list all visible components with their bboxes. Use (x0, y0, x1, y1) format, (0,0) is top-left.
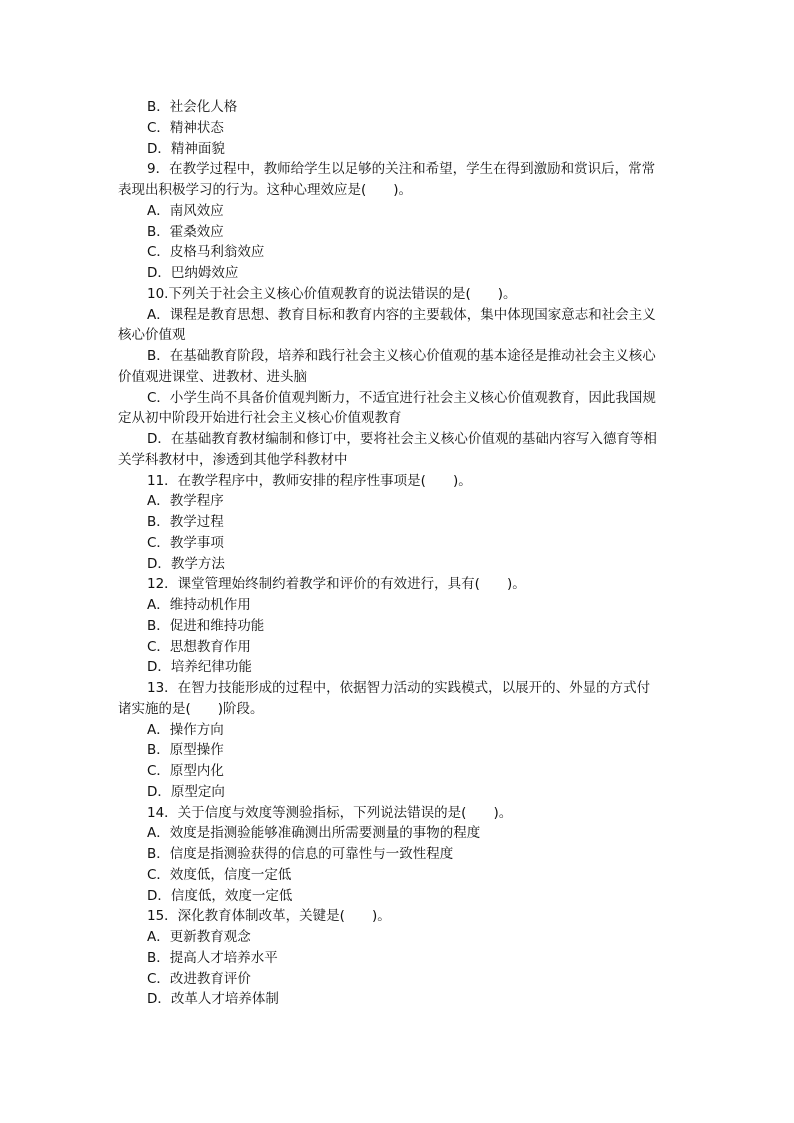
text-line: 10.下列关于社会主义核心价值观教育的说法错误的是( )。 (147, 285, 517, 302)
text-line: B．提高人才培养水平 (147, 949, 278, 966)
paragraph (118, 263, 678, 284)
paragraph (118, 948, 678, 969)
text-line: 诸实施的是( )阶段。 (118, 700, 264, 717)
text-line: 11．在教学程序中，教师安排的程序性事项是( )。 (147, 472, 472, 489)
text-line: 表现出积极学习的行为。这种心理效应是( )。 (118, 182, 413, 198)
text-line: 9．在教学过程中，教师给学生以足够的关注和希望，学生在得到激励和赏识后，常常 (147, 161, 656, 178)
paragraph (118, 969, 678, 990)
paragraph (118, 491, 678, 512)
text-line: 关学科教材中，渗透到其他学科教材中 (118, 451, 348, 468)
text-line: B．信度是指测验获得的信息的可靠性与一致性程度 (147, 846, 454, 862)
paragraph (118, 865, 678, 886)
paragraph (118, 201, 678, 222)
paragraph (118, 761, 678, 782)
paragraph (118, 305, 678, 347)
paragraph (118, 574, 678, 595)
text-line: A．教学程序 (147, 493, 224, 510)
text-line: B．霍桑效应 (147, 223, 224, 240)
text-line: A．操作方向 (147, 721, 224, 738)
text-line: C．效度低，信度一定低 (147, 866, 292, 883)
text-line: 核心价值观 (118, 327, 186, 344)
paragraph (118, 554, 678, 575)
paragraph (118, 823, 678, 844)
text-line: D．原型定向 (147, 783, 225, 800)
paragraph (118, 844, 678, 865)
text-line: D．精神面貌 (147, 140, 225, 157)
paragraph (118, 803, 678, 824)
paragraph (118, 159, 678, 201)
text-line: D．培养纪律功能 (147, 659, 252, 676)
text-line: B．原型操作 (147, 742, 224, 759)
text-line: B．促进和维持功能 (147, 617, 265, 634)
paragraph (118, 388, 678, 430)
text-line: D．在基础教育教材编制和修订中，要将社会主义核心价值观的基础内容写入德育等相 (147, 431, 657, 447)
text-line: D．教学方法 (147, 555, 225, 572)
paragraph (118, 989, 678, 1010)
paragraph (118, 242, 678, 263)
text-line: B．在基础教育阶段，培养和践行社会主义核心价值观的基本途径是推动社会主义核心 (147, 348, 656, 364)
text-line: 14．关于信度与效度等测验指标，下列说法错误的是( )。 (147, 804, 513, 821)
paragraph (118, 471, 678, 492)
paragraph (118, 657, 678, 678)
paragraph (118, 512, 678, 533)
paragraph (118, 429, 678, 471)
text-line: A．更新教育观念 (147, 929, 251, 945)
text-line: A．效度是指测验能够准确测出所需要测量的事物的程度 (147, 825, 481, 842)
text-line: D．巴纳姆效应 (147, 265, 239, 281)
text-line: D．信度低，效度一定低 (147, 887, 293, 904)
paragraph (118, 782, 678, 803)
text-line: C．思想教育作用 (147, 638, 251, 655)
paragraph (118, 222, 678, 243)
text-line: 13．在智力技能形成的过程中，依据智力活动的实践模式，以展开的、外显的方式付 (147, 680, 651, 696)
paragraph (118, 906, 678, 927)
paragraph (118, 927, 678, 948)
document-body (118, 97, 678, 1010)
paragraph (118, 678, 678, 720)
paragraph (118, 118, 678, 139)
paragraph (118, 740, 678, 761)
text-line: B．教学过程 (147, 514, 224, 530)
paragraph (118, 616, 678, 637)
paragraph (118, 886, 678, 907)
text-line: C．皮格马利翁效应 (147, 244, 265, 261)
paragraph (118, 720, 678, 741)
text-line: A．课程是教育思想、教育目标和教育内容的主要载体，集中体现国家意志和社会主义 (147, 306, 656, 323)
text-line: 价值观进课堂、进教材、进头脑 (118, 368, 307, 385)
text-line: C．精神状态 (147, 119, 224, 136)
text-line: C．教学事项 (147, 534, 224, 551)
text-line: B．社会化人格 (147, 99, 238, 115)
paragraph (118, 139, 678, 160)
paragraph (118, 533, 678, 554)
text-line: 12．课堂管理始终制约着教学和评价的有效进行，具有( )。 (147, 576, 526, 593)
text-line: 15．深化教育体制改革，关键是( )。 (147, 908, 391, 925)
paragraph (118, 637, 678, 658)
paragraph (118, 595, 678, 616)
text-line: D．改革人才培养体制 (147, 991, 279, 1008)
paragraph (118, 97, 678, 118)
text-line: A．南风效应 (147, 202, 224, 219)
text-line: 定从初中阶段开始进行社会主义核心价值观教育 (118, 410, 402, 427)
text-line: A．维持动机作用 (147, 597, 251, 613)
text-line: C．原型内化 (147, 763, 224, 779)
paragraph (118, 284, 678, 305)
text-line: C．小学生尚不具备价值观判断力，不适宜进行社会主义核心价值观教育，因此我国规 (147, 389, 656, 406)
text-line: C．改进教育评价 (147, 970, 251, 987)
paragraph (118, 346, 678, 388)
